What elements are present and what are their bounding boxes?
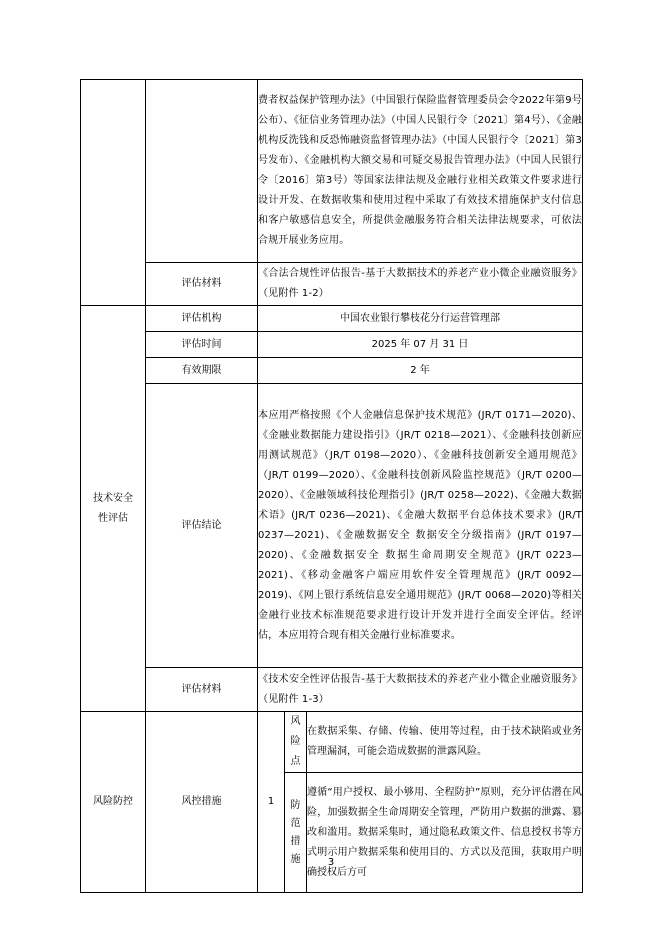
tech-conclusion-label: 评估结论 bbox=[146, 384, 258, 668]
tech-time-label: 评估时间 bbox=[146, 332, 258, 358]
tech-time-value: 2025 年 07 月 31 日 bbox=[258, 332, 583, 358]
legal-material-value: 《合法合规性评估报告-基于大数据技术的养老产业小微企业融资服务》（见附件 1-2） bbox=[258, 263, 583, 306]
risk-prevent-label-text: 防范措施 bbox=[290, 799, 301, 865]
tech-org-value: 中国农业银行攀枝花分行运营管理部 bbox=[258, 306, 583, 332]
tech-conclusion-row bbox=[81, 384, 583, 668]
tech-conclusion-value: 本应用严格按照《个人金融信息保护技术规范》(JR/T 0171—2020)、《金融业数据能力建设指引》（JR/T 0218—2021）、《金融科技创新应用测试规范》（JR/T 0198—2020）、《金融科技创新安全通用规范》（JR/T 0199—2020）、《金融科技创新风险监控规范》（JR/T 0200—2020）、《金融领域科技伦理指引》(JR/T 0258—2022)、《金融大数据 术语》(JR/T 0236—2021)、《金融大数据平台总体技术要求》(JR/T 0237—2021)、《金融数据安全 数据安全分级指南》(JR/T 0197—2020)、《金融数据安全 数据生命周期安全规范》(JR/T 0223—2021)、《移动金融客户端应用软件安全管理规范》(JR/T 0092—2019)、《网上银行系统信息安全通用规范》(JR/T 0068—2020)等相关金融行业技术标准规范要求进行设计开发并进行全面安全评估。经评估，本应用符合现有相关金融行业标准要求。 bbox=[258, 384, 583, 668]
tech-valid-label: 有效期限 bbox=[146, 358, 258, 384]
tech-material-value: 《技术安全性评估报告-基于大数据技术的养老产业小微企业融资服务》（见附件 1-3） bbox=[258, 668, 583, 712]
tech-valid-value: 2 年 bbox=[258, 358, 583, 384]
legal-material-row bbox=[81, 263, 583, 306]
risk-index: 1 bbox=[258, 712, 285, 893]
risk-category: 风险防控 bbox=[81, 712, 146, 893]
tech-time-row bbox=[81, 332, 583, 358]
legal-basis-label-cell bbox=[146, 80, 258, 263]
risk-point-value: 在数据采集、存储、传输、使用等过程，由于技术缺陷或业务管理漏洞，可能会造成数据的泄露风险。 bbox=[307, 712, 583, 773]
tech-org-row bbox=[81, 306, 583, 332]
risk-point-row bbox=[81, 712, 583, 773]
risk-point-label-text: 风险点 bbox=[290, 716, 301, 767]
risk-point-label bbox=[285, 712, 307, 773]
tech-org-label: 评估机构 bbox=[146, 306, 258, 332]
tech-valid-row bbox=[81, 358, 583, 384]
legal-basis-row bbox=[81, 80, 583, 263]
page-number: 3 bbox=[327, 857, 335, 868]
legal-basis-text: 费者权益保护管理办法》（中国银行保险监督管理委员会令2022年第9号公布）、《征信业务管理办法》（中国人民银行令〔2021〕第4号）、《金融机构反洗钱和反恐怖融资监督管理办法》（中国人民银行令〔2021〕第3号发布）、《金融机构大额交易和可疑交易报告管理办法》（中国人民银行令〔2016〕第3号）等国家法律法规及金融行业相关政策文件要求进行设计开发、在数据收集和使用过程中采取了有效技术措施保护支付信息和客户敏感信息安全，所提供金融服务符合相关法律法规要求，可依法合规开展业务应用。 bbox=[258, 80, 583, 263]
tech-category-text: 技术安全性评估 bbox=[93, 492, 133, 524]
tech-material-label: 评估材料 bbox=[146, 668, 258, 712]
legal-category-cell bbox=[81, 80, 146, 306]
assessment-table bbox=[80, 79, 583, 893]
tech-category bbox=[81, 306, 146, 712]
legal-material-label: 评估材料 bbox=[146, 263, 258, 306]
tech-material-row bbox=[81, 668, 583, 712]
risk-prevent-value: 遵循“用户授权、最小够用、全程防护”原则，充分评估潜在风险，加强数据全生命周期安全管理，严防用户数据的泄露、篡改和滥用。数据采集时，通过隐私政策文件、信息授权书等方式明示用户数据采集和使用目的、方式以及范围，获取用户明确授权后方可 bbox=[307, 773, 583, 893]
risk-measure-label: 风控措施 bbox=[146, 712, 258, 893]
risk-prevent-label bbox=[285, 773, 307, 893]
